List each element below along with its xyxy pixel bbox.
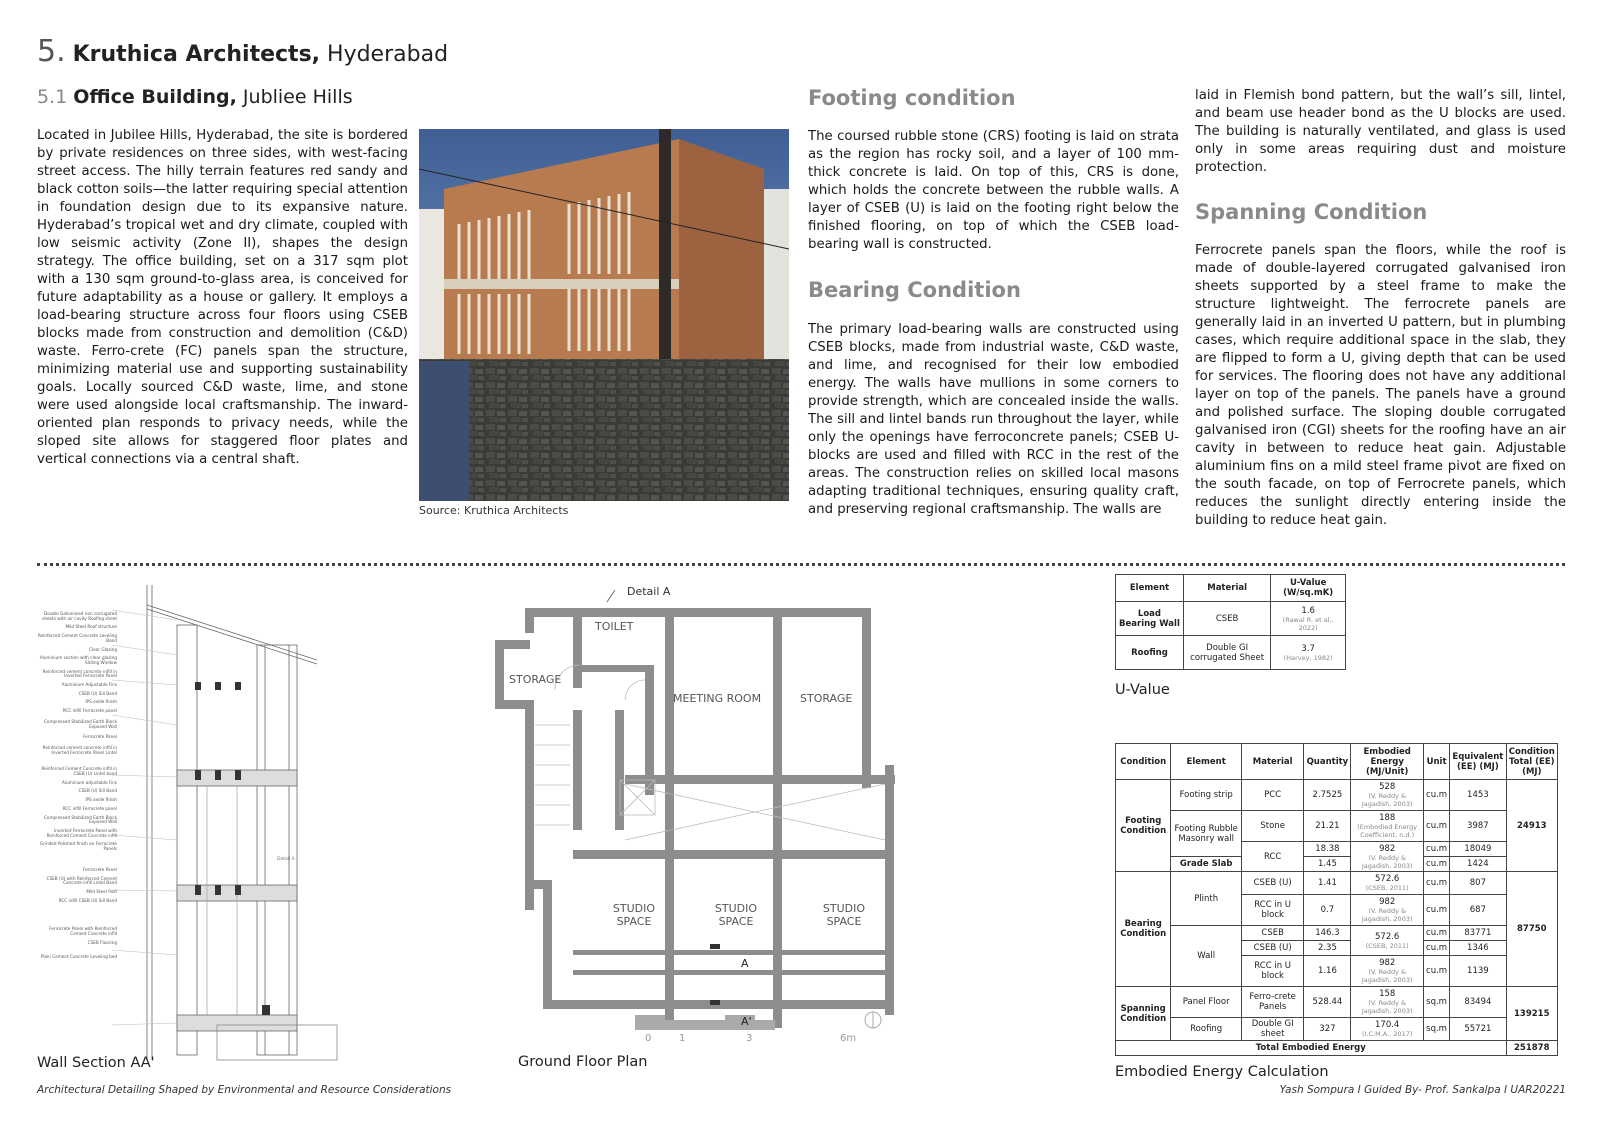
wall-section-callout: IPS oxide finish (85, 797, 117, 803)
ee-element (1171, 811, 1242, 857)
wall-section-callout: Clear Glazing (89, 646, 117, 652)
uvalue-value-cell (1271, 602, 1346, 636)
uvalue-element: Roofing (1116, 636, 1184, 670)
ee-material: RCC in U block (1241, 956, 1303, 987)
ee-material: CSEB (U) (1241, 872, 1303, 895)
section-marker-a: A (741, 957, 749, 970)
embodied-label: Embodied Energy Calculation (1115, 1064, 1329, 1080)
room-toilet: TOILET (595, 620, 634, 633)
ee-ref: (I.C.M.A., 2017) (1361, 1030, 1413, 1038)
wall-section-callout: Ferrocrete Panel with Reinforced Cement Concrete infill (49, 926, 117, 937)
photo-caption: Source: Kruthica Architects (419, 504, 569, 517)
ee-energy: 982 (1379, 897, 1396, 907)
room-studio-3-line2: SPACE (826, 915, 862, 928)
ee-equivalent: 687 (1450, 895, 1506, 926)
ee-quantity: 0.7 (1304, 895, 1351, 926)
ee-energy: 170.4 (1375, 1020, 1400, 1030)
ee-quantity: 2.7525 (1304, 780, 1351, 811)
scale-0: 0 (645, 1033, 652, 1044)
plan-label: Ground Floor Plan (518, 1054, 648, 1070)
ee-header: Unit (1423, 744, 1449, 780)
wall-section-callout: IPS oxide finish (85, 699, 117, 705)
ee-element: Panel Floor (1171, 987, 1242, 1018)
ee-unit: sq.m (1423, 987, 1449, 1018)
footing-paragraph: The coursed rubble stone (CRS) footing is laid on strata as the region has rocky soil, and a layer of 100 mm-thick concrete is laid. On top of this, CRS is done, which holds the concrete between the rubble walls. A layer of CSEB (U) is laid on the footing right below the finished flooring, on top of which the CSEB load-bearing wall is constructed. (808, 129, 1179, 252)
locality: Jubliee Hills (242, 86, 353, 108)
ee-energy-cell (1351, 811, 1424, 842)
ee-ref: (V. Reddy & Jagadish, 2003) (1361, 907, 1413, 923)
ee-element-text: Footing Rubble Masonry wall (1174, 823, 1238, 844)
room-storage-left: STORAGE (509, 673, 562, 686)
uvalue-element: Load Bearing Wall (1116, 602, 1184, 636)
ee-unit: cu.m (1423, 780, 1449, 811)
ee-material: CSEB (U) (1241, 941, 1303, 956)
room-studio-1 (604, 902, 664, 928)
ee-unit: cu.m (1423, 857, 1449, 872)
table-row (1116, 602, 1346, 636)
ground-floor-plan (495, 590, 915, 1070)
ee-ref: (CSEB, 2011) (1365, 941, 1409, 950)
ee-unit: cu.m (1423, 811, 1449, 842)
ee-condition: Spanning Condition (1116, 987, 1171, 1041)
uvalue-header: U-Value (W/sq.mK) (1271, 575, 1346, 602)
ee-energy: 982 (1379, 958, 1396, 968)
ee-energy: 188 (1379, 813, 1396, 823)
section-number: 5. (37, 34, 66, 69)
uvalue-ref: (Rawal R. et al., 2022) (1282, 615, 1334, 632)
footing-heading: Footing condition (808, 86, 1016, 110)
wall-section-callout: Aluminium adjustable Fins (61, 779, 117, 785)
section-title (37, 34, 448, 69)
room-meeting: MEETING ROOM (673, 692, 762, 705)
ee-ref: (V. Reddy & Jagadish, 2003) (1361, 853, 1413, 870)
ee-equivalent: 1453 (1450, 780, 1506, 811)
table-row (1116, 857, 1558, 872)
ee-quantity: 1.45 (1304, 857, 1351, 872)
ground-floor-plan-lines (495, 590, 915, 1070)
bearing-heading: Bearing Condition (808, 278, 1021, 302)
ee-element: Roofing (1171, 1018, 1242, 1041)
uvalue-material: Double GI corrugated Sheet (1183, 636, 1270, 670)
ee-quantity: 21.21 (1304, 811, 1351, 842)
table-row (1116, 780, 1558, 811)
ee-energy-cell (1351, 895, 1424, 926)
ee-material: Double GI sheet (1241, 1018, 1303, 1041)
ee-header: Condition (1116, 744, 1171, 780)
subsection-number: 5.1 (37, 86, 68, 108)
wall-section-callout: Plain Cement Concrete Leveling bed (40, 954, 117, 960)
ee-unit: cu.m (1423, 926, 1449, 941)
ee-equivalent: 83494 (1450, 987, 1506, 1018)
wall-section-callout: CSEB (U) Sill Band (78, 788, 117, 794)
table-row (1116, 811, 1558, 842)
ee-ref: (V. Reddy & Jagadish, 2003) (1361, 792, 1413, 808)
ee-element: Wall (1171, 926, 1242, 987)
footer-left: Architectural Detailing Shaped by Environmental and Resource Considerations (37, 1084, 452, 1096)
uvalue-ref: (Harvey, 1982) (1283, 653, 1333, 662)
ee-unit: sq.m (1423, 1018, 1449, 1041)
column3-paragraph: laid in Flemish bond pattern, but the wall’s sill, lintel, and beam use header bond as the U blocks are used. The building is naturally ventilated, and glass is used only in some areas requiring dust and moisture protection. (1195, 88, 1566, 175)
ee-ref: (Embodied Energy Coefficient, n.d.) (1357, 823, 1418, 839)
uvalue-value: 3.7 (1301, 643, 1315, 654)
ee-equivalent: 3987 (1450, 811, 1506, 842)
ee-condition: Footing Condition (1116, 780, 1171, 872)
wall-section-callout: Mild Steel Post (86, 888, 117, 894)
ee-material: PCC (1241, 780, 1303, 811)
ee-header: Material (1241, 744, 1303, 780)
spanning-paragraph: Ferrocrete panels span the floors, while the roof is made of double-layered corrugated galvanised iron sheets supported by a steel frame to make the structure lightweight. The ferrocrete panels are generally laid in an inverted U pattern, but in plumbing cases, which require additional space in the slab, they are flipped to form a U, giving depth that can be used for services. The flooring does not have any additional layer on top of the panels. The panels have a ground and polished surface. The sloping double corrugated galvanised iron (CGI) sheets for the roofing have an air cavity in between to reduce heat gain. Adjustable aluminium fins on a mild steel frame pivot are fixed on the south facade, on top of Ferrocrete panels, which reduces the sunlight directly entering inside the building to reduce heat gain. (1195, 243, 1566, 528)
scale-6m: 6m (840, 1033, 857, 1044)
ee-unit: cu.m (1423, 956, 1449, 987)
room-studio-1-line2: SPACE (616, 915, 652, 928)
ee-energy-cell (1351, 842, 1424, 872)
uvalue-table (1115, 574, 1346, 670)
subsection-title (37, 86, 353, 108)
ee-energy-cell (1351, 1018, 1424, 1041)
wall-section-callout: Double Galvanised iron corrugated sheets with air cavity Roofing sheet (42, 611, 117, 621)
ee-element: Footing strip (1171, 780, 1242, 811)
uvalue-value-cell (1271, 636, 1346, 670)
wall-section-callout: RCC infill Ferrocrete panel (62, 708, 117, 714)
ee-unit: cu.m (1423, 941, 1449, 956)
ee-material: RCC (1241, 842, 1303, 872)
scale-1: 1 (679, 1033, 686, 1044)
wall-section-callout: CSEB Flooring (87, 939, 117, 945)
ee-energy: 158 (1379, 989, 1396, 999)
ee-equivalent: 55721 (1450, 1018, 1506, 1041)
ee-energy-cell (1351, 780, 1424, 811)
wall-section-callout: Reinforced Cement Concrete infill in CSEB (U) Lintel band (41, 766, 117, 777)
wall-section-callout: Inverted Ferrocrete Panel with Reinforced Cement Concrete infill (46, 827, 117, 838)
wall-section-callout: Ferrocrete Panel (83, 734, 117, 740)
ee-equivalent: 18049 (1450, 842, 1506, 857)
ee-header: Embodied Energy (MJ/Unit) (1351, 744, 1424, 780)
ee-equivalent: 807 (1450, 872, 1506, 895)
ee-ref: (CSEB, 2011) (1365, 884, 1409, 892)
ee-element: Grade Slab (1171, 857, 1242, 872)
uvalue-header: Element (1116, 575, 1184, 602)
ee-energy: 982 (1379, 843, 1396, 854)
wall-section-callout: CSEB (U) with Reinforced Cement Concrete infill Lintel Band (46, 875, 117, 886)
ee-material: CSEB (1241, 926, 1303, 941)
wall-section-callout: Aluminium section with clear glazing Sliding Window (39, 655, 117, 665)
wall-section-callout: Reinforced Cement Concrete Leveling Band (37, 633, 117, 643)
uvalue-label: U-Value (1115, 682, 1170, 698)
ee-energy: 572.6 (1375, 874, 1400, 884)
table-row (1116, 926, 1558, 941)
ee-unit: cu.m (1423, 842, 1449, 857)
ee-material: RCC in U block (1241, 895, 1303, 926)
ee-header: Equivalent (EE) (MJ) (1450, 744, 1506, 780)
wall-section-callout: Grinded Polished finish on Ferrocrete Panels (39, 841, 117, 852)
table-row (1116, 636, 1346, 670)
uvalue-header: Material (1183, 575, 1270, 602)
wall-section-callouts (37, 612, 117, 960)
ee-total-label: Total Embodied Energy (1116, 1041, 1507, 1056)
building-photo-illustration (419, 129, 789, 501)
wall-section-label: Wall Section AA' (37, 1055, 155, 1071)
ee-energy-cell (1351, 872, 1424, 895)
ee-condition: Bearing Condition (1116, 872, 1171, 987)
intro-paragraph: Located in Jubilee Hills, Hyderabad, the site is bordered by private residences on three sides, with west-facing street access. The hilly terrain features red sandy and black cotton soils—the latter requiring special attention in foundation design due to its expansive nature. Hyderabad’s tropical wet and dry climate, coupled with low seismic activity (Zone II), shapes the design strategy. The office building, set on a 317 sqm plot with a 130 sqm ground-to-glass area, is conceived for future adaptability as a house or gallery. It employs a load-bearing structure across four floors using CSEB blocks made from construction and demolition (C&D) waste. Ferro-crete (FC) panels span the structure, minimizing material use and supporting sustainability goals. Locally sourced C&D waste, lime, and stone were used alongside local craftsmanship. The inward-oriented plan responds to privacy needs, while the sloped site allows for staggered floor plates and vertical connections via a central shaft. (37, 128, 408, 467)
ee-ref: (V. Reddy & Jagadish, 2003) (1361, 999, 1413, 1015)
ee-quantity: 146.3 (1304, 926, 1351, 941)
footer-right: Yash Sompura I Guided By- Prof. Sankalpa I UAR20221 (1279, 1084, 1566, 1096)
ee-unit: cu.m (1423, 895, 1449, 926)
ee-energy: 528 (1379, 782, 1396, 792)
wall-section-callout: Compressed Stabilized Earth Block Exposed Wall (43, 718, 117, 729)
ee-energy-cell (1351, 926, 1424, 956)
room-studio-3-line1: STUDIO (822, 902, 866, 915)
room-studio-3 (814, 902, 874, 928)
firm-name: Kruthica Architects, (72, 42, 321, 67)
table-row (1116, 1018, 1558, 1041)
ee-quantity: 1.41 (1304, 872, 1351, 895)
ee-energy-cell (1351, 956, 1424, 987)
ee-equivalent: 1424 (1450, 857, 1506, 872)
ee-energy: 572.6 (1375, 931, 1400, 942)
ee-element: Plinth (1171, 872, 1242, 926)
ee-condition-total: 24913 (1506, 780, 1557, 872)
scale-3: 3 (746, 1033, 753, 1044)
ee-total-value: 251878 (1506, 1041, 1557, 1056)
embodied-energy-table (1115, 743, 1558, 1056)
section-marker-a-prime: A' (741, 1015, 752, 1028)
ee-header: Quantity (1304, 744, 1351, 780)
city: Hyderabad (327, 42, 449, 67)
ee-header: Condition Total (EE) (MJ) (1506, 744, 1557, 780)
dotted-divider (37, 563, 1565, 566)
wall-section-callout: Reinforced cement concrete infill in Inverted Ferrocrete Panel Lintel (42, 744, 117, 755)
ee-quantity: 327 (1304, 1018, 1351, 1041)
wall-section-callout: Aluminium Adjustable Fins (61, 682, 117, 688)
uvalue-value: 1.6 (1301, 605, 1315, 616)
wall-section-callout: CSEB (U) Sill Band (78, 690, 117, 696)
room-studio-2-line1: STUDIO (714, 902, 758, 915)
ee-material: Stone (1241, 811, 1303, 842)
ee-quantity: 1.16 (1304, 956, 1351, 987)
table-row (1116, 872, 1558, 895)
wall-section-callout: RCC infill CSEB (U) Sill Band (58, 897, 117, 903)
uvalue-material: CSEB (1183, 602, 1270, 636)
wall-section-callout: RCC infill Ferrocrete panel (62, 805, 117, 811)
ee-energy-cell (1351, 987, 1424, 1018)
wall-section-callout: Compressed Stabilized Earth Block Exposed Wall (43, 814, 117, 825)
ee-material: Ferro-crete Panels (1241, 987, 1303, 1018)
building-photo (419, 129, 789, 501)
ee-equivalent: 1139 (1450, 956, 1506, 987)
wall-section-detail-label: Detail A (277, 857, 295, 862)
ee-quantity: 2.35 (1304, 941, 1351, 956)
ee-condition-total: 139215 (1506, 987, 1557, 1041)
room-storage-right: STORAGE (800, 692, 853, 705)
wall-section-callout: Reinforced cement concrete infill in Inverted Ferrocrete Panel (42, 668, 117, 679)
table-row (1116, 987, 1558, 1018)
room-studio-2 (706, 902, 766, 928)
spanning-heading: Spanning Condition (1195, 200, 1428, 224)
ee-equivalent: 83771 (1450, 926, 1506, 941)
wall-section-callout: Mild Steel Roof structure (65, 624, 117, 630)
ee-quantity: 528.44 (1304, 987, 1351, 1018)
table-row (1116, 1041, 1558, 1056)
ee-quantity: 18.38 (1304, 842, 1351, 857)
ee-header: Element (1171, 744, 1242, 780)
plan-detail-label: Detail A (627, 585, 671, 598)
ee-equivalent: 1346 (1450, 941, 1506, 956)
room-studio-2-line2: SPACE (718, 915, 754, 928)
bearing-paragraph: The primary load-bearing walls are constructed using CSEB blocks, made from industrial waste, C&D waste, and lime, and recognised for their low embodied energy. The walls have mullions in some corners to provide strength, which are concealed inside the walls. The sill and lintel bands run throughout the layer, while only the openings have ferroconcrete panels; CSEB U-blocks are used and filled with RCC in the rest of the areas. The construction relies on skilled local masons adapting traditional techniques, ensuring quality craft, and preserving regional craftsmanship. The walls are (808, 322, 1179, 517)
ee-unit: cu.m (1423, 872, 1449, 895)
ee-condition-total: 87750 (1506, 872, 1557, 987)
room-studio-1-line1: STUDIO (612, 902, 656, 915)
building-name: Office Building, (73, 86, 237, 108)
ee-ref: (V. Reddy & Jagadish, 2003) (1361, 968, 1413, 984)
wall-section-callout: Ferrocrete Panel (83, 866, 117, 872)
